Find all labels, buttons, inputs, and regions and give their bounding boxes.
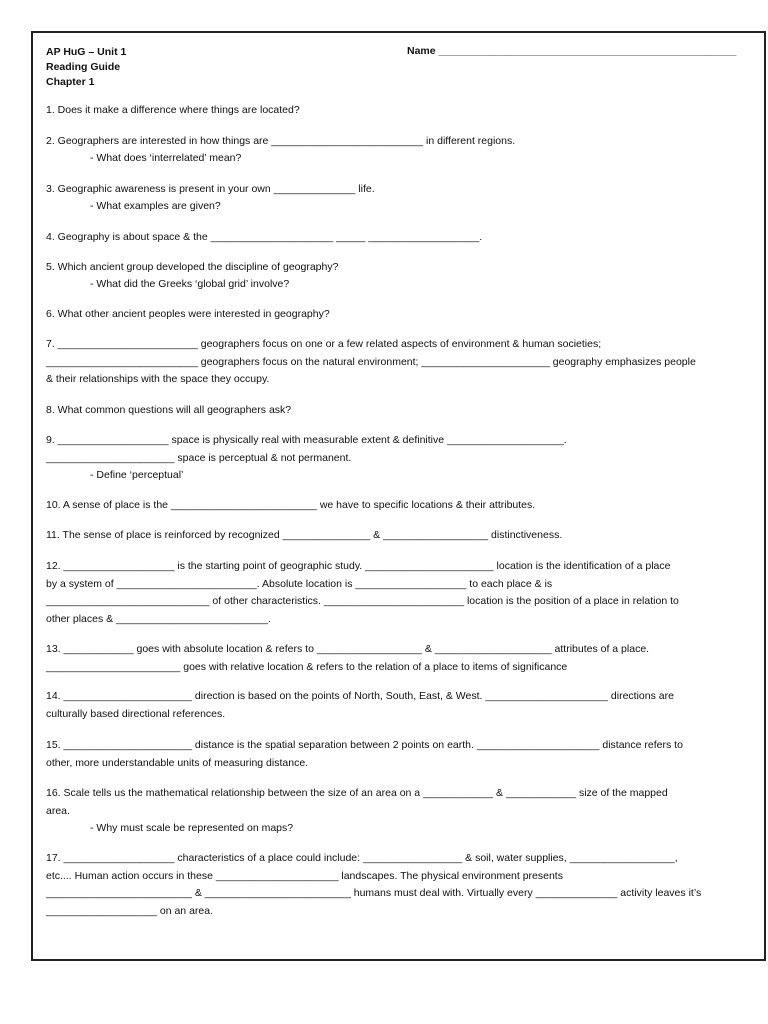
question-13: 13. ____________ goes with absolute location & refers to __________________ & ____________________ attributes of a place. _______________________ goes with relative location & refers to the relation of a place to items of significance bbox=[46, 643, 650, 673]
question-2: 2. Geographers are interested in how things are __________________________ in different regions. bbox=[46, 135, 516, 147]
question-12: 12. ___________________ is the starting point of geographic study. ______________________ location is the identification of a place by a system of ________________________. Absolute location is ___________________ to each place & is ____________________________ of other characteristics. ________________________ location is the position of a place in relation to other places & __________________________. bbox=[46, 560, 679, 625]
question-3-sub: - What examples are given? bbox=[90, 200, 221, 212]
question-14: 14. ______________________ direction is based on the points of North, South, East, & West. _____________________ directions are culturally based directional references. bbox=[46, 690, 674, 720]
question-9: 9. ___________________ space is physically real with measurable extent & definitive ____________________. ______________________ space is perceptual & not permanent. bbox=[46, 434, 567, 464]
reading-guide-label: Reading Guide bbox=[46, 61, 121, 73]
question-16: 16. Scale tells us the mathematical relationship between the size of an area on a ____________ & ____________ size of the mapped area. bbox=[46, 787, 668, 817]
course-title: AP HuG – Unit 1 bbox=[46, 46, 127, 58]
question-8: 8. What common questions will all geographers ask? bbox=[46, 404, 292, 416]
name-field: Name ___________________________________________________ bbox=[407, 45, 737, 57]
question-5-sub: - What did the Greeks ‘global grid’ involve? bbox=[90, 278, 290, 290]
question-9-sub: - Define ‘perceptual’ bbox=[90, 469, 184, 481]
question-11: 11. The sense of place is reinforced by recognized _______________ & __________________ distinctiveness. bbox=[46, 529, 563, 541]
question-2-sub: - What does ‘interrelated’ mean? bbox=[90, 152, 242, 164]
chapter-label: Chapter 1 bbox=[46, 76, 95, 88]
question-5: 5. Which ancient group developed the discipline of geography? bbox=[46, 261, 339, 273]
question-4: 4. Geography is about space & the _____________________ _____ ___________________. bbox=[46, 231, 483, 243]
question-3: 3. Geographic awareness is present in your own ______________ life. bbox=[46, 183, 375, 195]
question-16-sub: - Why must scale be represented on maps? bbox=[90, 822, 294, 834]
question-15: 15. ______________________ distance is the spatial separation between 2 points on earth. _____________________ distance refers to other, more understandable units of measuring distance. bbox=[46, 739, 683, 769]
question-6: 6. What other ancient peoples were interested in geography? bbox=[46, 308, 330, 320]
question-7: 7. ________________________ geographers focus on one or a few related aspects of environment & human societies; __________________________ geographers focus on the natural environment; ______________________ geography emphasizes people & their relationships with the space they occupy. bbox=[46, 338, 696, 385]
question-17: 17. ___________________ characteristics of a place could include: _________________ & soil, water supplies, __________________, etc.... Human action occurs in these _____________________ landscapes. The physical environment presents _________________________ & _________________________ humans must deal with. Virtually every ______________ activity leaves it’s ___________________ on an area. bbox=[46, 852, 702, 917]
question-1: 1. Does it make a difference where things are located? bbox=[46, 104, 300, 116]
question-10: 10. A sense of place is the _________________________ we have to specific locations & their attributes. bbox=[46, 499, 536, 511]
